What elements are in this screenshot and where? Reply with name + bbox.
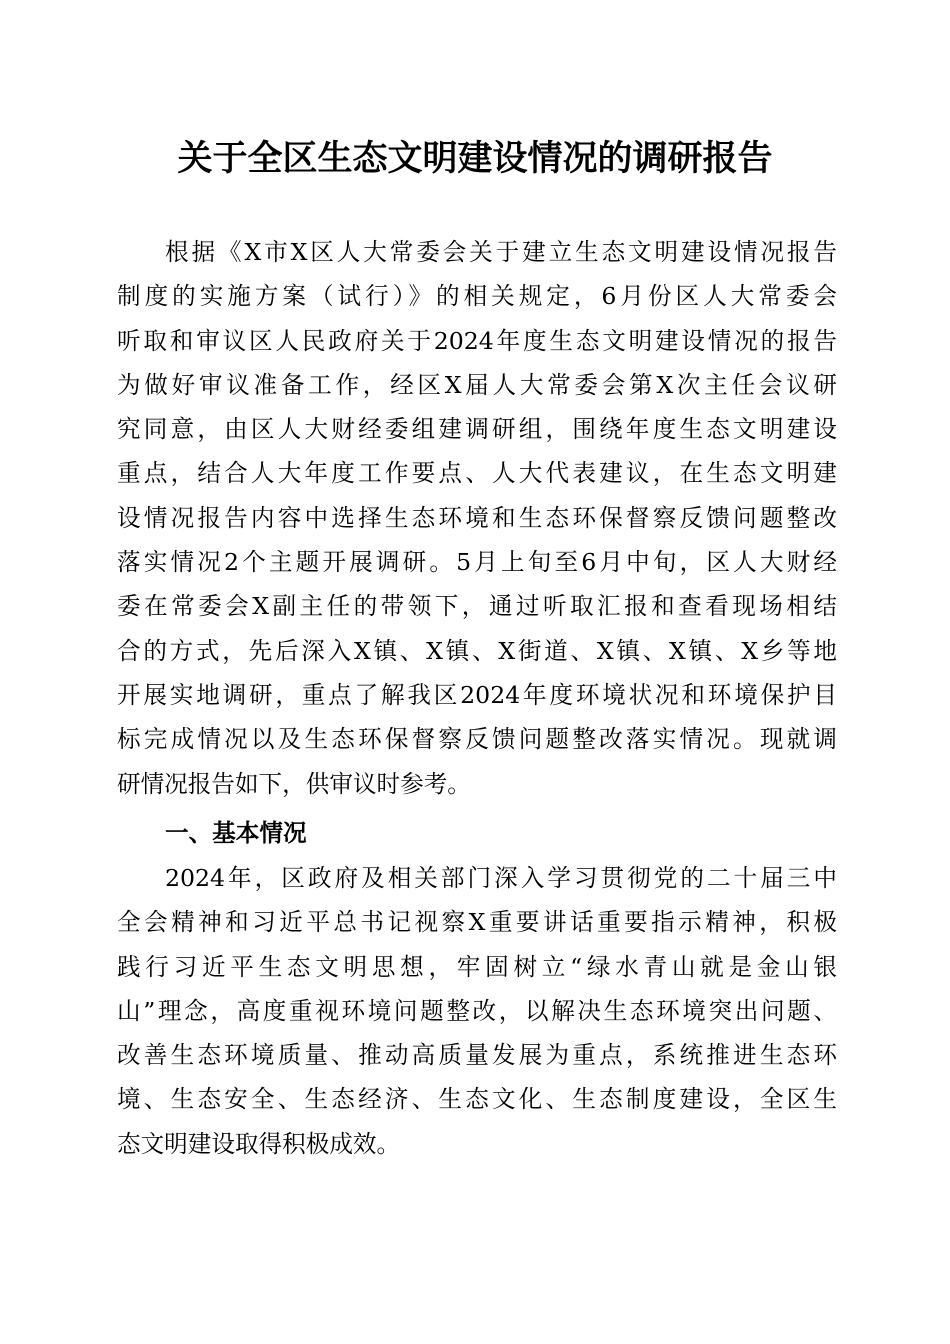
paragraph-line: 开展实地调研，重点了解我区2024年度环境状况和环境保护目 bbox=[117, 680, 837, 709]
paragraph-line: 改善生态环境质量、推动高质量发展为重点，系统推进生态环 bbox=[117, 1041, 837, 1070]
paragraph-line: 态文明建设取得积极成效。 bbox=[117, 1129, 401, 1158]
document-title: 关于全区生态文明建设情况的调研报告 bbox=[177, 138, 773, 179]
intro-paragraph bbox=[117, 230, 837, 806]
paragraph-line: 委在常委会X副主任的带领下，通过听取汇报和查看现场相结 bbox=[117, 592, 837, 621]
paragraph-line: 践行习近平生态文明思想，牢固树立“绿水青山就是金山银 bbox=[117, 952, 837, 981]
paragraph-line: 山”理念，高度重视环境问题整改，以解决生态环境突出问题、 bbox=[117, 996, 837, 1025]
paragraph-line: 根据《X市X区人大常委会关于建立生态文明建设情况报告 bbox=[165, 238, 837, 266]
paragraph-line: 究同意，由区人大财经委组建调研组，围绕年度生态文明建设 bbox=[117, 415, 837, 444]
section-heading-block bbox=[117, 811, 837, 855]
paragraph-line: 标完成情况以及生态环保督察反馈问题整改落实情况。现就调 bbox=[117, 725, 837, 754]
paragraph-line: 2024年，区政府及相关部门深入学习贯彻党的二十届三中 bbox=[165, 864, 837, 892]
basic-situation-paragraph bbox=[117, 856, 837, 1166]
paragraph-line: 研情况报告如下，供审议时参考。 bbox=[117, 769, 471, 798]
paragraph-line: 设情况报告内容中选择生态环境和生态环保督察反馈问题整改 bbox=[117, 503, 837, 532]
paragraph-line: 制度的实施方案（试行）》的相关规定，6月份区人大常委会 bbox=[117, 282, 837, 311]
paragraph-line: 全会精神和习近平总书记视察X重要讲话重要指示精神，积极 bbox=[117, 908, 837, 937]
paragraph-line: 境、生态安全、生态经济、生态文化、生态制度建设，全区生 bbox=[117, 1085, 837, 1114]
paragraph-line: 合的方式，先后深入X镇、X镇、X街道、X镇、X镇、X乡等地 bbox=[117, 636, 837, 665]
paragraph-line: 重点，结合人大年度工作要点、人大代表建议，在生态文明建 bbox=[117, 459, 837, 488]
paragraph-line: 为做好审议准备工作，经区X届人大常委会第X次主任会议研 bbox=[117, 370, 837, 399]
paragraph-line: 听取和审议区人民政府关于2024年度生态文明建设情况的报告 bbox=[117, 326, 837, 355]
section-heading: 一、基本情况 bbox=[165, 819, 307, 847]
paragraph-line: 落实情况2个主题开展调研。5月上旬至6月中旬，区人大财经 bbox=[117, 548, 837, 577]
